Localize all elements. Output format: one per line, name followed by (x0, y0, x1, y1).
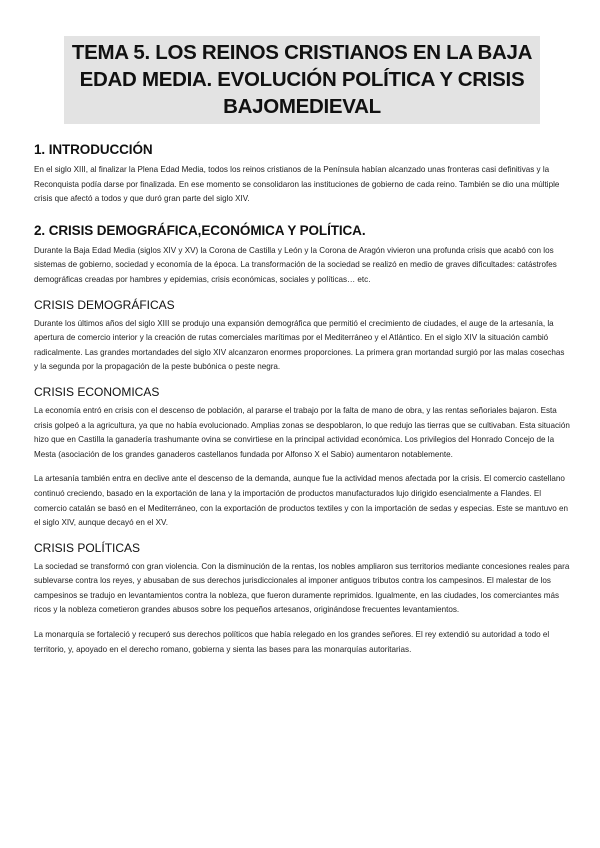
paragraph: La sociedad se transformó con gran violencia. Con la disminución de la rentas, los nobles ampliaron sus territorios mediante concesiones reales para sublevarse contra los reyes, y abusaban de sus derechos jurisdiccionales al imponer antiguos tributos contra los campesinos. El malestar de los campesinos se tradujo en levantamientos contra la nobleza, que fueron duramente reprimidos. Igualmente, en las ciudades, los comerciantes más ricos y la nobleza cometieron grandes abusos sobre los pequeños artesanos, originándose frecuentes levantamientos. (34, 561, 570, 615)
document-title: TEMA 5. LOS REINOS CRISTIANOS EN LA BAJA EDAD MEDIA. EVOLUCIÓN POLÍTICA Y CRISIS BAJOMEDIEVAL (64, 36, 540, 124)
paragraph: Durante la Baja Edad Media (siglos XIV y XV) la Corona de Castilla y León y la Corona de Aragón vivieron una profunda crisis que acabó con los sistemas de gobierno, sociedad y economía de la época. La transformación de la sociedad se realizó en medio de graves dificultades: catástrofes demográficas creadas por hambres y epidemias, crisis económicas, sociales y políticas… etc. (34, 245, 557, 284)
subsection-crisis-politicas (34, 541, 570, 658)
paragraph: Durante los últimos años del siglo XIII se produjo una expansión demográfica que permitió el crecimiento de ciudades, el auge de la artesanía, la apertura de comercio interior y la creación de rutas comerciales marítimas por el Mediterráneo y el Atlántico. En el siglo XIV la situación cambió radicalmente. Las grandes mortandades del siglo XIV alcanzaron enormes proporciones. La primera gran mortandad surgió por las malas cosechas y la segunda por la propagación de la peste bubónica o peste negra. (34, 318, 565, 372)
subsection-crisis-economicas (34, 385, 570, 531)
subsection-crisis-demograficas (34, 298, 570, 375)
subsection-heading: CRISIS ECONOMICAS (34, 384, 160, 399)
paragraph: La monarquía se fortaleció y recuperó sus derechos políticos que había relegado en los grandes señores. El rey extendió su autoridad a todo el territorio, y, apoyado en el derecho romano, gobierna y sienta las bases para las monarquías autoritarias. (34, 630, 550, 654)
section-crisis (34, 223, 570, 288)
section-heading: 2. CRISIS DEMOGRÁFICA,ECONÓMICA Y POLÍTICA. (34, 222, 366, 238)
paragraph: La artesanía también entra en declive ante el descenso de la demanda, aunque fue la actividad menos afectada por la crisis. El comercio castellano continuó creciendo, basado en la exportación de lana y la importación de productos manufacturados lujo dirigido esencialmente a Flandes. El comercio catalán se basó en el Mediterráneo, con la exportación de productos textiles y con la importación de sedas y especias. Este se mantuvo en el siglo XIV, aunque decayó en el XV. (34, 474, 569, 528)
section-heading: 1. INTRODUCCIÓN (34, 142, 153, 157)
subsection-heading: CRISIS POLÍTICAS (34, 540, 141, 555)
paragraph: La economía entró en crisis con el descenso de población, al pararse el trabajo por la falta de mano de obra, y las rentas señoriales bajaron. Esta crisis golpeó a la agricultura, ya que no había evolucionado. Amplias zonas se despoblaron, lo que redujo las tierras que se cultivaban. Esta situación hizo que en Castilla la ganadería trashumante ovina se convirtiese en la principal actividad económica. Los privilegios del Honrado Concejo de la Mesta (asociación de los grandes ganaderos castellanos fundada por Alfonso X el Sabio) aumentaron notablemente. (34, 405, 570, 459)
paragraph: En el siglo XIII, al finalizar la Plena Edad Media, todos los reinos cristianos de la Península habían alcanzado unas fronteras casi definitivas y la Reconquista podía darse por finalizada. En ese momento se consolidaron las instituciones de gobierno de cada reino. También se dio una múltiple crisis que afectó a todos y que duró gran parte del siglo XIV. (34, 165, 560, 204)
section-introduccion (34, 142, 570, 207)
subsection-heading: CRISIS DEMOGRÁFICAS (34, 297, 175, 312)
